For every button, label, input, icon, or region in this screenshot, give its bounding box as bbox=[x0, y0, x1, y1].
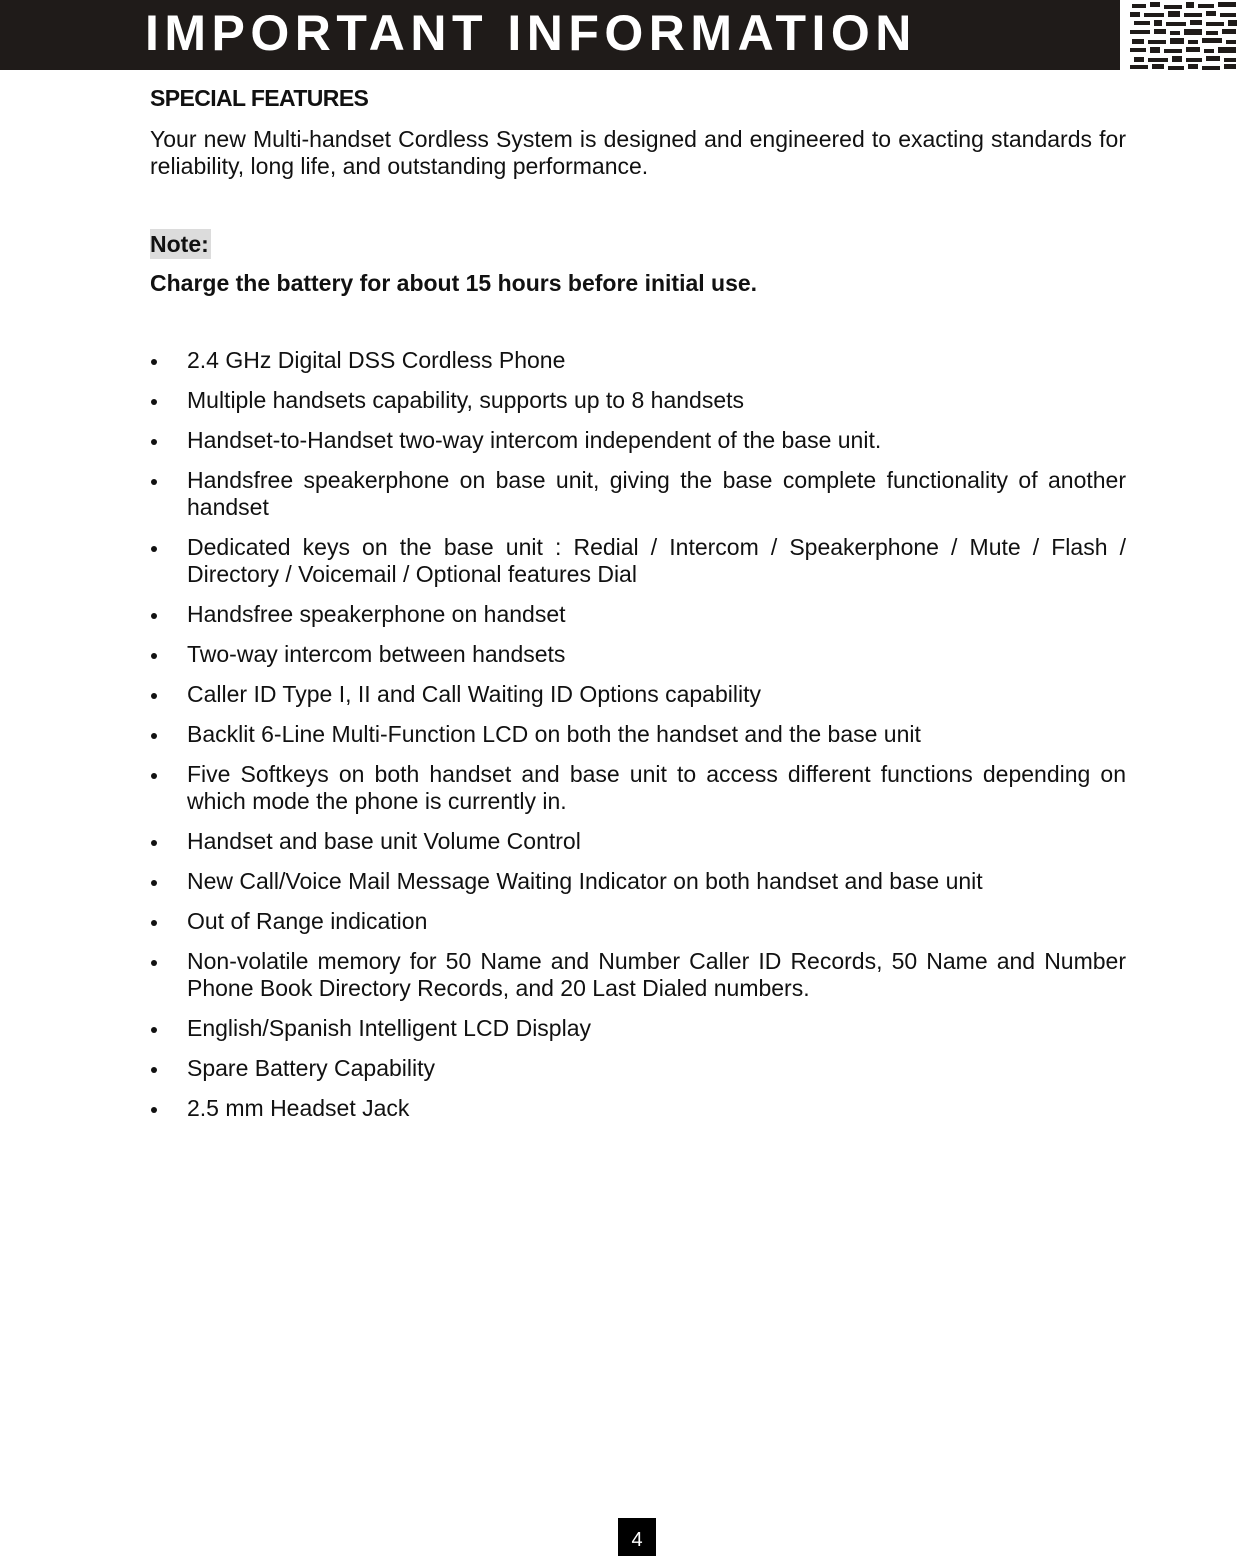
bullet-icon bbox=[151, 693, 157, 699]
feature-item bbox=[150, 467, 1126, 521]
feature-item bbox=[150, 1095, 1126, 1122]
page-title: IMPORTANT INFORMATION bbox=[145, 5, 917, 61]
feature-text: Five Softkeys on both handset and base unit to access different functions depending on which mode the phone is currently in. bbox=[187, 761, 1126, 814]
bullet-icon bbox=[151, 613, 157, 619]
feature-text: Two-way intercom between handsets bbox=[187, 641, 566, 667]
bullet-icon bbox=[151, 1067, 157, 1073]
feature-item bbox=[150, 427, 1126, 454]
feature-text: Dedicated keys on the base unit : Redial / Intercom / Speakerphone / Mute / Flash / Directory / Voicemail / Optional features Dial bbox=[187, 534, 1126, 587]
feature-item bbox=[150, 908, 1126, 935]
feature-text: Handsfree speakerphone on base unit, giving the base complete functionality of another handset bbox=[187, 467, 1126, 520]
feature-item bbox=[150, 601, 1126, 628]
page-number: 4 bbox=[618, 1518, 656, 1556]
feature-text: Handset and base unit Volume Control bbox=[187, 828, 581, 854]
bullet-icon bbox=[151, 920, 157, 926]
bullet-icon bbox=[151, 840, 157, 846]
feature-item bbox=[150, 681, 1126, 708]
feature-item bbox=[150, 387, 1126, 414]
bullet-icon bbox=[151, 653, 157, 659]
feature-text: Caller ID Type I, II and Call Waiting ID Options capability bbox=[187, 681, 761, 707]
feature-item bbox=[150, 347, 1126, 374]
bullet-icon bbox=[151, 479, 157, 485]
feature-item bbox=[150, 1015, 1126, 1042]
bullet-icon bbox=[151, 1027, 157, 1033]
feature-text: Multiple handsets capability, supports up to 8 handsets bbox=[187, 387, 745, 413]
header-bar bbox=[0, 0, 1120, 70]
feature-list bbox=[150, 347, 1126, 1122]
feature-text: Backlit 6-Line Multi-Function LCD on both the handset and the base unit bbox=[187, 721, 921, 747]
bullet-icon bbox=[151, 880, 157, 886]
feature-item bbox=[150, 721, 1126, 748]
feature-item bbox=[150, 761, 1126, 815]
intro-paragraph: Your new Multi-handset Cordless System is designed and engineered to exacting standards for reliability, long life, and outstanding performance. bbox=[150, 126, 1126, 179]
note-label: Note: bbox=[150, 231, 209, 257]
decorative-pattern-icon bbox=[1128, 0, 1240, 72]
bullet-icon bbox=[151, 960, 157, 966]
feature-text: Non-volatile memory for 50 Name and Number Caller ID Records, 50 Name and Number Phone Book Directory Records, and 20 Last Dialed numbers. bbox=[187, 948, 1126, 1001]
feature-item bbox=[150, 828, 1126, 855]
feature-text: English/Spanish Intelligent LCD Display bbox=[187, 1015, 591, 1041]
feature-text: 2.4 GHz Digital DSS Cordless Phone bbox=[187, 347, 566, 373]
bullet-icon bbox=[151, 773, 157, 779]
feature-item bbox=[150, 534, 1126, 588]
feature-text: 2.5 mm Headset Jack bbox=[187, 1095, 410, 1121]
feature-item bbox=[150, 1055, 1126, 1082]
bullet-icon bbox=[151, 1107, 157, 1113]
feature-item bbox=[150, 868, 1126, 895]
bullet-icon bbox=[151, 439, 157, 445]
feature-text: Handset-to-Handset two-way intercom independent of the base unit. bbox=[187, 427, 882, 453]
section-heading: SPECIAL FEATURES bbox=[150, 85, 369, 111]
feature-text: Spare Battery Capability bbox=[187, 1055, 436, 1081]
feature-text: Handsfree speakerphone on handset bbox=[187, 601, 566, 627]
bullet-icon bbox=[151, 359, 157, 365]
note-text: Charge the battery for about 15 hours before initial use. bbox=[150, 270, 758, 296]
bullet-icon bbox=[151, 399, 157, 405]
bullet-icon bbox=[151, 546, 157, 552]
bullet-icon bbox=[151, 733, 157, 739]
feature-text: New Call/Voice Mail Message Waiting Indicator on both handset and base unit bbox=[187, 868, 983, 894]
feature-item bbox=[150, 948, 1126, 1002]
feature-text: Out of Range indication bbox=[187, 908, 428, 934]
feature-item bbox=[150, 641, 1126, 668]
main-content bbox=[150, 84, 1126, 1135]
